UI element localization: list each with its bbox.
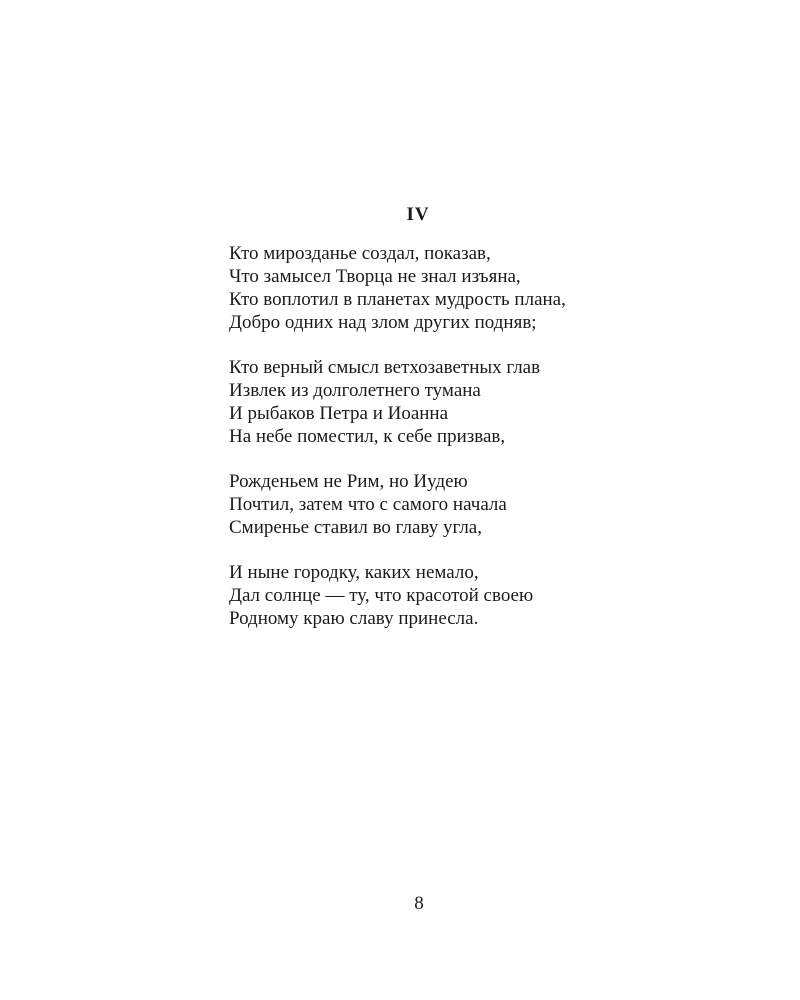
- poem-line: Что замысел Творца не знал изъяна,: [229, 266, 521, 287]
- poem-body: [229, 242, 749, 652]
- stanza-3: [229, 470, 749, 539]
- poem-line: Родному краю славу принесла.: [229, 608, 479, 629]
- poem-title: IV: [406, 204, 430, 225]
- poem-line: Рожденьем не Рим, но Иудею: [229, 471, 468, 492]
- page-number: 8: [414, 893, 424, 914]
- stanza-4: [229, 561, 749, 630]
- poem-line: И рыбаков Петра и Иоанна: [229, 403, 449, 424]
- poem-line: Кто мирозданье создал, показав,: [229, 243, 491, 264]
- stanza-1: [229, 242, 749, 334]
- poem-line: На небе поместил, к себе призвав,: [229, 426, 506, 447]
- poem-line: Извлек из долголетнего тумана: [229, 380, 481, 401]
- poem-line: Кто воплотил в планетах мудрость плана,: [229, 289, 566, 310]
- poem-line: Почтил, затем что с самого начала: [229, 494, 507, 515]
- poem-line: И ныне городку, каких немало,: [229, 562, 479, 583]
- poem-line: Смиренье ставил во главу угла,: [229, 517, 482, 538]
- poem-line: Добро одних над злом других подняв;: [229, 312, 537, 333]
- poem-line: Дал солнце — ту, что красотой своею: [229, 585, 534, 606]
- poem-line: Кто верный смысл ветхозаветных глав: [229, 357, 541, 378]
- stanza-2: [229, 356, 749, 448]
